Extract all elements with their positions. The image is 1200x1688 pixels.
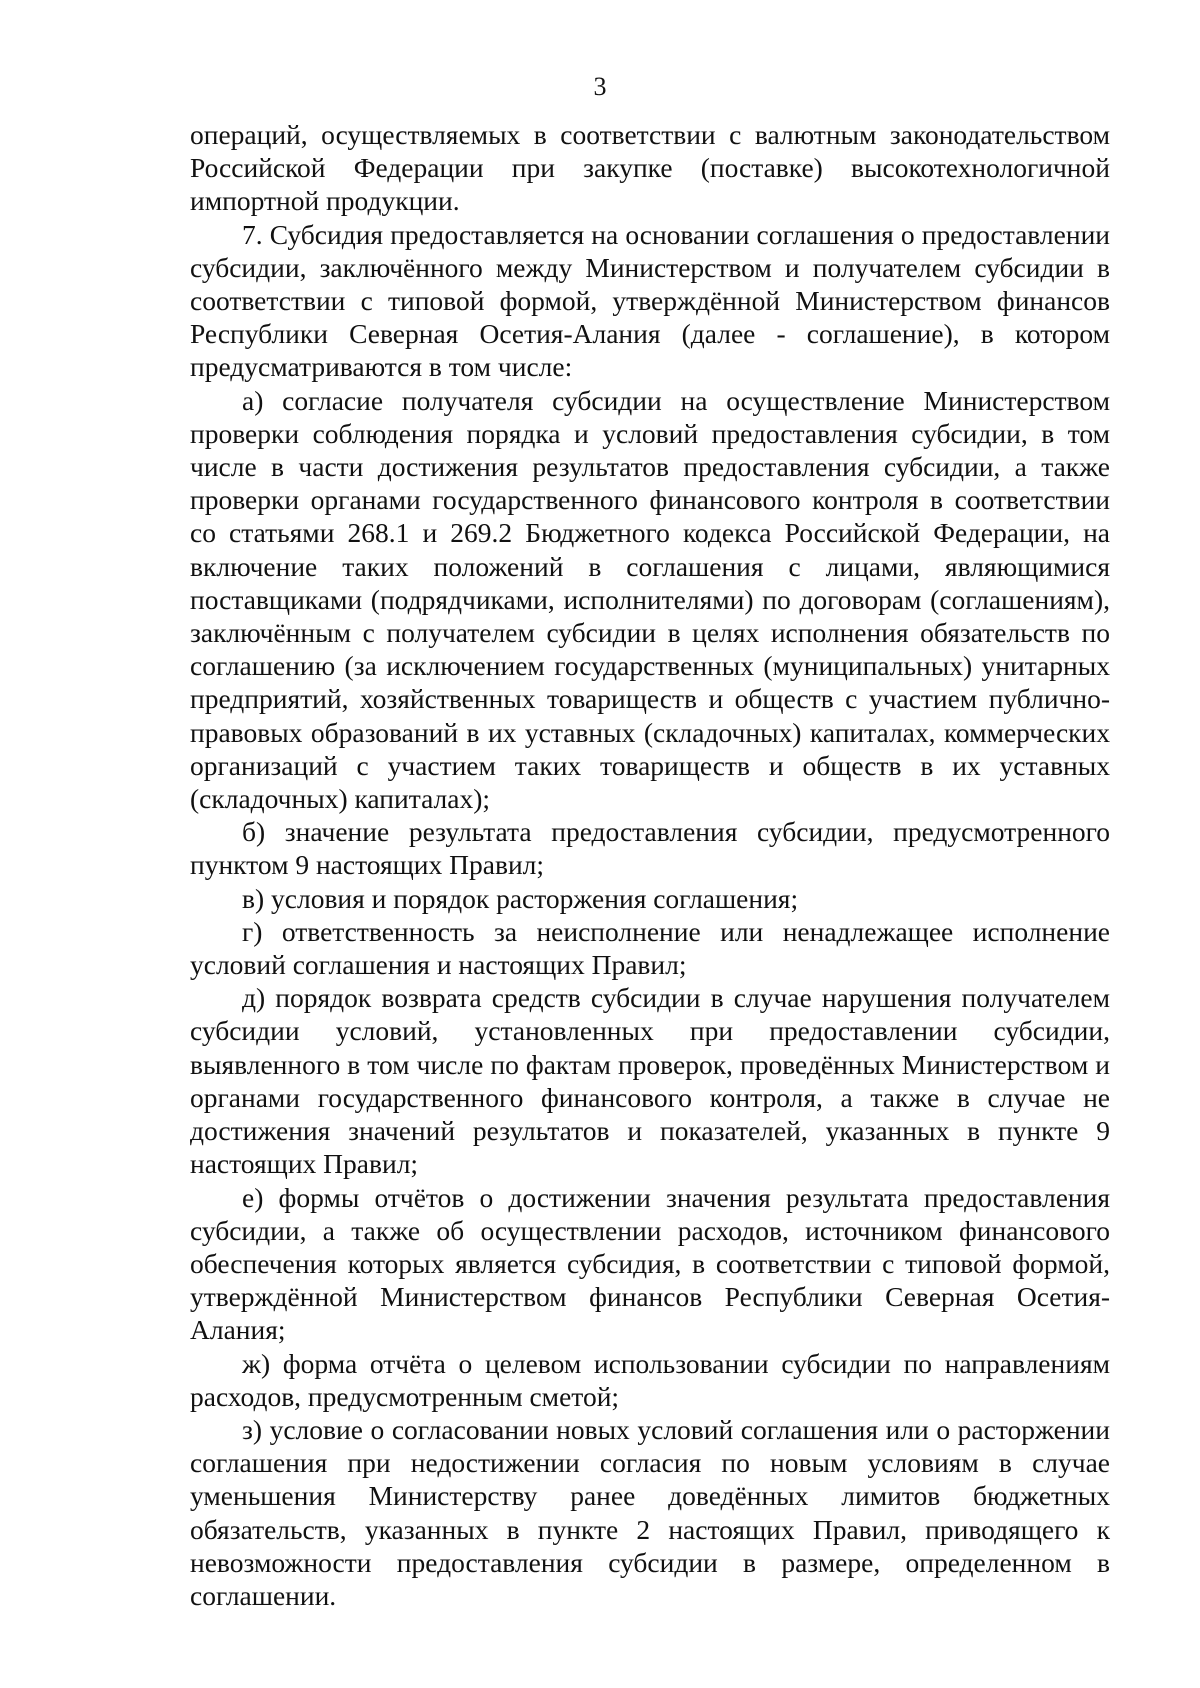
document-body bbox=[190, 118, 1110, 1612]
paragraph-continuation: операций, осуществляемых в соответствии с валютным законодательством Российской Федерации при закупке (поставке) высокотехнологичной импортной продукции. bbox=[190, 119, 1110, 217]
paragraph-subitem-d: д) порядок возврата средств субсидии в случае нарушения получателем субсидии условий, установленных при предоставлении субсидии, выявленного в том числе по фактам проверок, проведённых Министерством и органами государственного финансового контроля, а также в случае не достижения значений результатов и показателей, указанных в пункте 9 настоящих Правил; bbox=[190, 982, 1110, 1180]
paragraph-subitem-v: в) условия и порядок расторжения соглашения; bbox=[242, 882, 799, 914]
paragraph-subitem-e: е) формы отчётов о достижении значения результата предоставления субсидии, а также об осуществлении расходов, источником финансового обеспечения которых является субсидия, в соответствии с типовой формой, утверждённой Министерством финансов Республики Северная Осетия-Алания; bbox=[190, 1181, 1110, 1346]
page-number: 3 bbox=[593, 72, 607, 101]
paragraph-item-7: 7. Субсидия предоставляется на основании соглашения о предоставлении субсидии, заключённого между Министерством и получателем субсидии в соответствии с типовой формой, утверждённой Министерством финансов Республики Северная Осетия-Алания (далее - соглашение), в котором предусматриваются в том числе: bbox=[190, 218, 1110, 383]
paragraph-subitem-a: а) согласие получателя субсидии на осуществление Министерством проверки соблюдения порядка и условий предоставления субсидии, в том числе в части достижения результатов предоставления субсидии, а также проверки органами государственного финансового контроля в соответствии со статьями 268.1 и 269.2 Бюджетного кодекса Российской Федерации, на включение таких положений в соглашения с лицами, являющимися поставщиками (подрядчиками, исполнителями) по договорам (соглашениям), заключённым с получателем субсидии в целях исполнения обязательств по соглашению (за исключением государственных (муниципальных) унитарных предприятий, хозяйственных товариществ и обществ с участием публично-правовых образований в их уставных (складочных) капиталах, коммерческих организаций с участием таких товариществ и обществ в их уставных (складочных) капиталах); bbox=[190, 384, 1110, 815]
paragraph-subitem-g: г) ответственность за неисполнение или ненадлежащее исполнение условий соглашения и настоящих Правил; bbox=[190, 915, 1110, 981]
paragraph-subitem-b: б) значение результата предоставления субсидии, предусмотренного пунктом 9 настоящих Правил; bbox=[190, 816, 1110, 881]
paragraph-subitem-zh: ж) форма отчёта о целевом использовании субсидии по направлениям расходов, предусмотренным сметой; bbox=[190, 1347, 1110, 1412]
paragraph-subitem-z: з) условие о согласовании новых условий соглашения или о расторжении соглашения при недостижении согласия по новым условиям в случае уменьшения Министерству ранее доведённых лимитов бюджетных обязательств, указанных в пункте 2 настоящих Правил, приводящего к невозможности предоставления субсидии в размере, определенном в соглашении. bbox=[190, 1413, 1110, 1611]
